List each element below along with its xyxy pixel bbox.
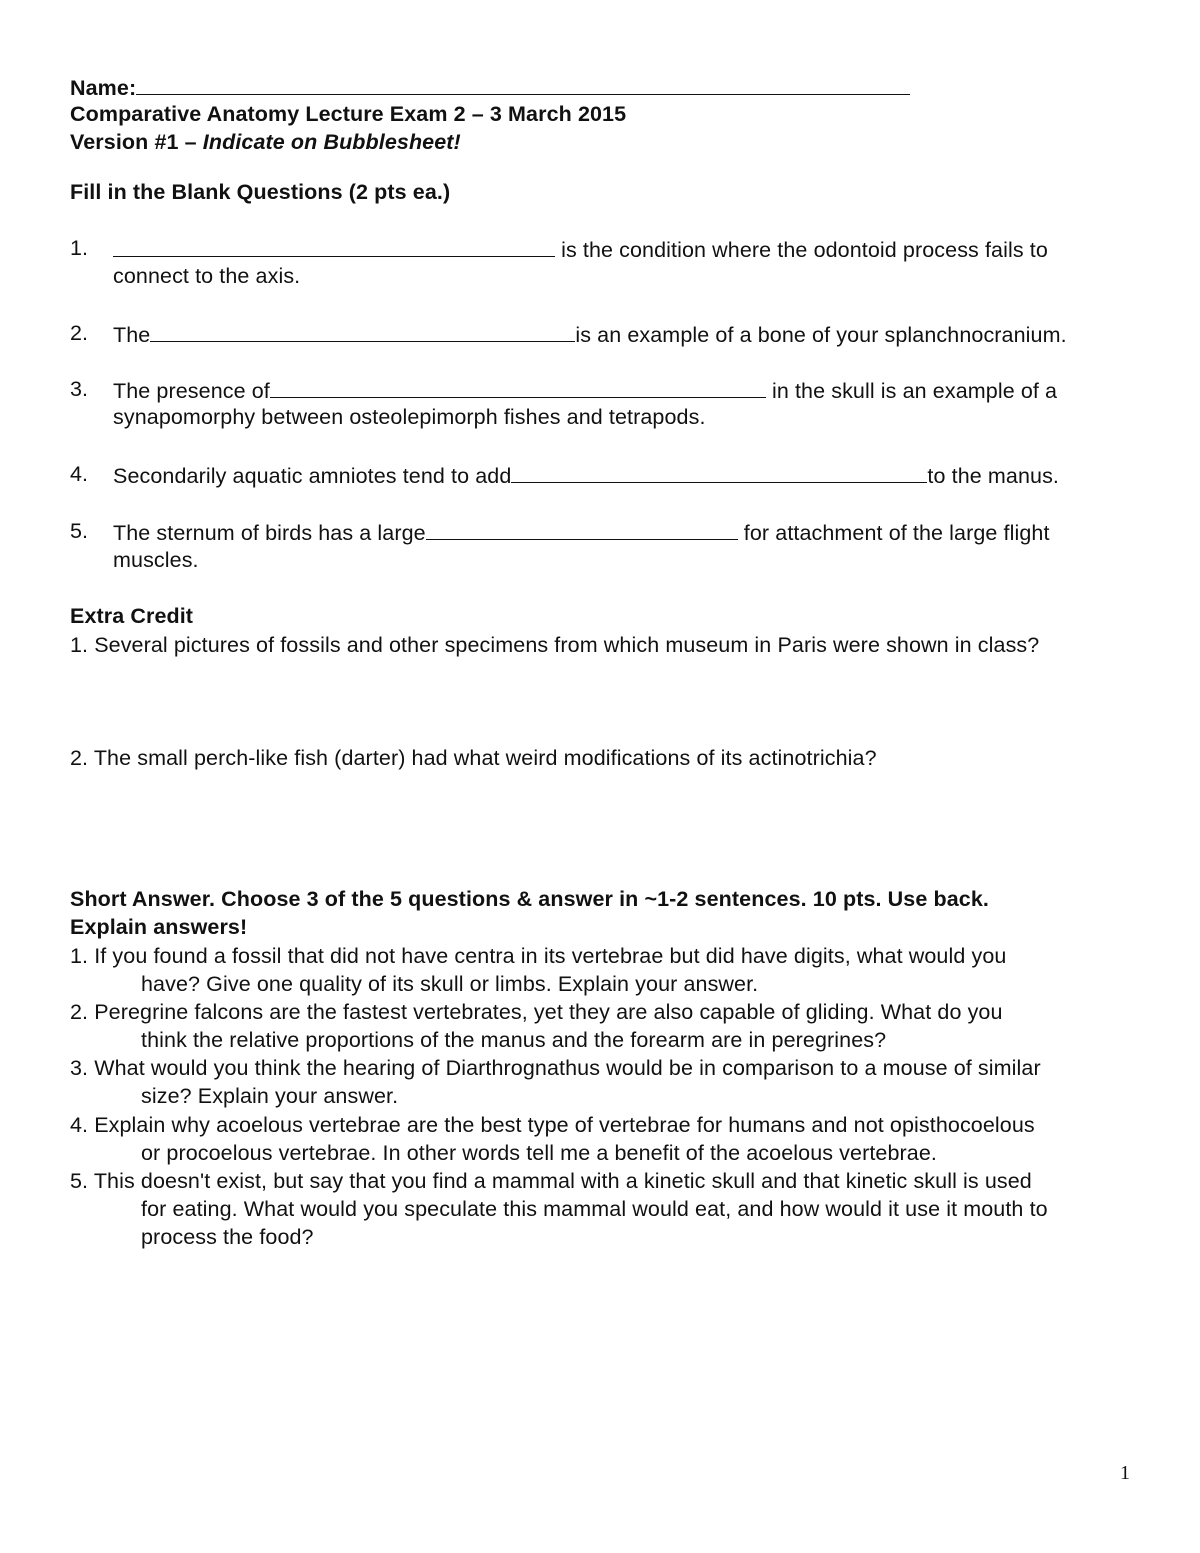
short-answer-subheading: Explain answers! bbox=[70, 915, 248, 939]
fill-q4-blank[interactable] bbox=[511, 462, 927, 483]
extra-credit-q2: 2. The small perch-like fish (darter) had what weird modifications of its actinotrichia? bbox=[70, 746, 877, 770]
fill-q5-number: 5. bbox=[70, 519, 89, 543]
fill-q2-before: The bbox=[113, 323, 151, 347]
fill-q4-line1 bbox=[113, 462, 1059, 489]
fill-q1-text: is the condition where the odontoid process fails to bbox=[555, 238, 1048, 262]
version-line bbox=[70, 130, 461, 155]
short-q2-line1: 2. Peregrine falcons are the fastest vertebrates, yet they are also capable of gliding. What do you bbox=[70, 1000, 1003, 1024]
fill-q1-line1 bbox=[113, 236, 1048, 263]
name-blank[interactable] bbox=[136, 74, 910, 95]
fill-q3-number: 3. bbox=[70, 377, 89, 401]
short-answer-heading: Short Answer. Choose 3 of the 5 questions & answer in ~1-2 sentences. 10 pts. Use back. bbox=[70, 887, 989, 911]
fill-q5-blank[interactable] bbox=[426, 519, 738, 540]
short-q2-line2: think the relative proportions of the manus and the forearm are in peregrines? bbox=[141, 1028, 887, 1052]
fill-q3-line1 bbox=[113, 377, 1057, 404]
short-q4-line2: or procoelous vertebrae. In other words tell me a benefit of the acoelous vertebrae. bbox=[141, 1141, 937, 1165]
fill-q5-line2: muscles. bbox=[113, 548, 199, 572]
fill-q5-after: for attachment of the large flight bbox=[737, 521, 1050, 545]
exam-title: Comparative Anatomy Lecture Exam 2 – 3 March 2015 bbox=[70, 102, 627, 126]
fill-q1-number: 1. bbox=[70, 236, 89, 260]
fill-q4-after: to the manus. bbox=[927, 464, 1059, 488]
fill-q2-number: 2. bbox=[70, 321, 89, 345]
short-q1-line1: 1. If you found a fossil that did not have centra in its vertebrae but did have digits, what would you bbox=[70, 944, 1007, 968]
name-label: Name: bbox=[70, 76, 137, 100]
fill-q3-line2: synapomorphy between osteolepimorph fishes and tetrapods. bbox=[113, 405, 706, 429]
fill-q1-blank[interactable] bbox=[113, 236, 555, 257]
extra-credit-heading: Extra Credit bbox=[70, 604, 194, 628]
fill-q2-line1 bbox=[113, 321, 1067, 348]
short-q5-line1: 5. This doesn't exist, but say that you find a mammal with a kinetic skull and that kinetic skull is used bbox=[70, 1169, 1032, 1193]
fill-q3-after: in the skull is an example of a bbox=[765, 379, 1058, 403]
short-q1-line2: have? Give one quality of its skull or limbs. Explain your answer. bbox=[141, 972, 759, 996]
fill-q2-after: is an example of a bone of your splanchnocranium. bbox=[575, 323, 1067, 347]
version-prefix: Version #1 – bbox=[70, 130, 203, 154]
extra-credit-q1: 1. Several pictures of fossils and other specimens from which museum in Paris were shown in class? bbox=[70, 633, 1040, 657]
fill-in-heading: Fill in the Blank Questions (2 pts ea.) bbox=[70, 180, 451, 204]
short-q3-line1: 3. What would you think the hearing of Diarthrognathus would be in comparison to a mouse of similar bbox=[70, 1056, 1041, 1080]
fill-q1-line2: connect to the axis. bbox=[113, 264, 301, 288]
name-field-row bbox=[70, 74, 910, 101]
short-q5-line2: for eating. What would you speculate this mammal would eat, and how would it use it mouth to bbox=[141, 1197, 1048, 1221]
short-q5-line3: process the food? bbox=[141, 1225, 314, 1249]
fill-q5-before: The sternum of birds has a large bbox=[113, 521, 426, 545]
page-number: 1 bbox=[1120, 1462, 1130, 1484]
fill-q3-blank[interactable] bbox=[270, 377, 766, 398]
fill-q3-before: The presence of bbox=[113, 379, 270, 403]
fill-q4-before: Secondarily aquatic amniotes tend to add bbox=[113, 464, 512, 488]
fill-q2-blank[interactable] bbox=[150, 321, 575, 342]
version-note: Indicate on Bubblesheet! bbox=[202, 130, 461, 154]
fill-q4-number: 4. bbox=[70, 462, 89, 486]
fill-q5-line1 bbox=[113, 519, 1050, 546]
short-q3-line2: size? Explain your answer. bbox=[141, 1084, 399, 1108]
short-q4-line1: 4. Explain why acoelous vertebrae are the best type of vertebrae for humans and not opisthocoelous bbox=[70, 1113, 1035, 1137]
